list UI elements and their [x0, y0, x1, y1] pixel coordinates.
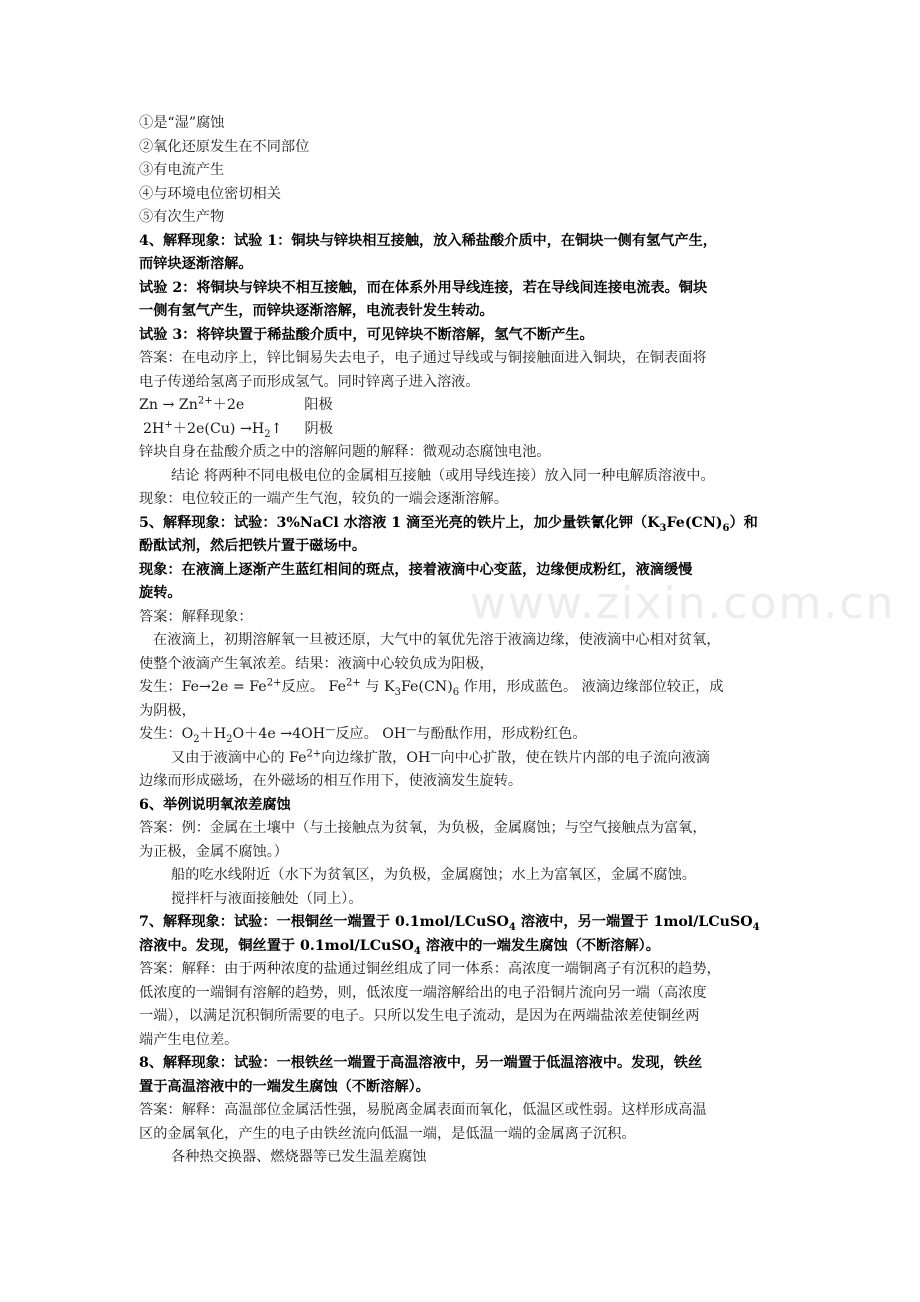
answer-7-line1: 答案：解释：由于两种浓度的盐通过铜丝组成了同一体系：高浓度一端铜离子有沉积的趋势，: [139, 961, 721, 977]
question-6: 6、举例说明氧浓差腐蚀: [139, 796, 291, 813]
fe3-a: 又由于液滴中心的 Fe: [171, 749, 307, 766]
question-4-exp3: 试验 3：将锌块置于稀盐酸介质中，可见锌块不断溶解，氢气不断产生。: [139, 326, 594, 343]
fe1-sup1: 2+: [266, 677, 282, 689]
zinc-explanation: 锌块自身在盐酸介质之中的溶解问题的解释：微观动态腐蚀电池。: [139, 444, 551, 460]
feature-1: ①是“湿”腐蚀: [139, 115, 225, 131]
fe1-c: 与 K: [360, 679, 395, 695]
answer-7-line4: 端产生电位差。: [139, 1031, 239, 1048]
q5-sub1: 3: [659, 522, 667, 534]
eq1-left: Zn → Zn: [139, 397, 198, 413]
eq1-role: 阳极: [304, 397, 333, 413]
fe-reaction-1: [139, 676, 799, 700]
fe2-sup2: —: [406, 724, 417, 736]
fe-reaction-4: 边缘而形成磁场，在外磁场的相互作用下，使液滴发生旋转。: [139, 773, 523, 789]
fe3-sup2: —: [430, 747, 441, 759]
q7b-b: 溶液中的一端发生腐蚀（不断溶解）。: [420, 937, 660, 954]
answer-5-line2: 使整个液滴产生氧浓差。结果：液滴中心较负成为阳极，: [139, 655, 494, 672]
eq2-arrow: ↑: [270, 420, 283, 437]
q5-text-a: 5、解释现象：试验：3%NaCl 水溶液 1 滴至光亮的铁片上，加少量铁氰化钾（K: [139, 514, 660, 531]
question-4-exp2-line2: 一侧有氢气产生，而锌块逐渐溶解，电流表针发生转动。: [139, 303, 494, 319]
question-7-line2: [139, 935, 799, 959]
fe1-e: 作用，形成蓝色。 液滴边缘部位较正，成: [459, 679, 724, 695]
answer-4-line2: 电子传递给氢离子而形成氢气。同时锌离子进入溶液。: [139, 373, 480, 390]
cathode-line: 为阴极，: [139, 702, 196, 719]
answer-4-line1: 答案：在电动序上，锌比铜易失去电子，电子通过导线或与铜接触面进入铜块，在铜表面将: [139, 350, 707, 366]
answer-6-line1: 答案：例：金属在土壤中（与土接触点为贫氧，为负极，金属腐蚀；与空气接触点为富氧，: [139, 820, 707, 836]
fe2-c: O＋4e →4OH: [232, 726, 326, 742]
eq2-sup: +: [164, 418, 173, 430]
question-7-line1: [139, 911, 799, 935]
question-5-line2: 酚酞试剂，然后把铁片置于磁场中。: [139, 538, 367, 554]
eq2-mid: ＋2e(Cu) →H: [172, 420, 265, 437]
answer-5-head: 答案：解释现象：: [139, 608, 253, 625]
q5-text-c: ）和: [729, 514, 758, 531]
question-4-line1: 4、解释现象：试验 1：铜块与锌块相互接触，放入稀盐酸介质中，在铜块一侧有氢气产生，: [139, 232, 717, 249]
fe-reaction-2: [139, 723, 799, 747]
q5-text-b: Fe(CN): [666, 514, 723, 531]
q7b-a: 溶液中。发现，铜丝置于 0.1mol/LCuSO: [139, 937, 414, 954]
fe1-a: 发生：Fe→2e = Fe: [139, 679, 267, 695]
fe2-sub2: 2: [226, 733, 233, 745]
q7b-sub1: 4: [413, 945, 421, 957]
fe1-d: Fe(CN): [400, 679, 453, 695]
equation-cathode: [139, 418, 799, 442]
fe1-sub1: 3: [394, 686, 401, 698]
feature-5: ⑤有次生产物: [139, 209, 225, 225]
fe2-sup1: —: [325, 724, 336, 736]
feature-3: ③有电流产生: [139, 162, 225, 178]
question-4-exp2-line1: 试验 2：将铜块与锌块不相互接触，而在体系外用导线连接，若在导线间连接电流表。铜块: [139, 279, 708, 296]
fe2-sub1: 2: [193, 733, 200, 745]
question-8-line2: 置于高温溶液中的一端发生腐蚀（不断溶解）。: [139, 1078, 430, 1095]
answer-6-line2: 为正极，金属不腐蚀。）: [139, 843, 288, 860]
q7a-a: 7、解释现象：试验：一根铜丝一端置于 0.1mol/LCuSO: [139, 914, 509, 930]
fe1-b: 反应。 Fe: [281, 679, 347, 695]
feature-2: ②氧化还原发生在不同部位: [139, 138, 310, 155]
eq2-left: 2H: [143, 420, 165, 437]
fe3-sup1: 2+: [306, 747, 322, 759]
fe1-sup2: 2+: [346, 677, 361, 689]
question-4-line2: 而锌块逐渐溶解。: [139, 256, 253, 272]
document-body: [139, 112, 799, 1170]
eq1-right: ＋2e: [212, 397, 245, 413]
fe1-sub2: 6: [452, 686, 460, 698]
q5-sub2: 6: [722, 522, 730, 534]
equation-anode: [139, 394, 799, 418]
eq2-role: 阴极: [304, 420, 333, 437]
question-5-phenomenon-1: 现象：在液滴上逐渐产生蓝红相间的斑点，接着液滴中心变蓝，边缘便成粉红，液滴缓慢: [139, 561, 693, 578]
answer-5-line1: 在液滴上，初期溶解氧一旦被还原，大气中的氧优先溶于液滴边缘，使液滴中心相对贫氧，: [153, 632, 721, 648]
fe3-c: 向中心扩散，使在铁片内部的电子流向液滴: [440, 749, 710, 766]
eq1-sup: 2+: [197, 395, 213, 407]
answer-6-ship: 船的吃水线附近（水下为贫氧区，为负极，金属腐蚀；水上为富氧区，金属不腐蚀。: [171, 867, 696, 883]
answer-7-line3: 一端），以满足沉积铜所需要的电子。只所以发生电子流动，是因为在两端盐浓差使铜丝两: [139, 1008, 700, 1024]
watermark: www.zixin.com.cn: [470, 578, 896, 629]
question-5-phenomenon-2: 旋转。: [139, 585, 182, 601]
answer-8-line2: 区的金属氧化，产生的电子由铁丝流向低温一端，是低温一端的金属离子沉积。: [139, 1125, 636, 1142]
question-5-line1: [139, 512, 799, 536]
q7a-sub2: 4: [752, 921, 760, 933]
answer-8-line3: 各种热交换器、燃烧器等已发生温差腐蚀: [171, 1149, 427, 1165]
fe2-e: 与酚酞作用，形成粉红色。: [416, 726, 587, 742]
answer-7-line2: 低浓度的一端铜有溶解的趋势，则，低浓度一端溶解给出的电子沿铜片流向另一端（高浓度: [139, 984, 707, 1001]
fe2-a: 发生：O: [139, 726, 194, 742]
fe2-b: ＋H: [199, 726, 227, 742]
phenomenon: 现象：电位较正的一端产生气泡，较负的一端会逐渐溶解。: [139, 491, 508, 507]
answer-8-line1: 答案：解释：高温部位金属活性强，易脱离金属表面而氧化，低温区或性弱。这样形成高温: [139, 1102, 707, 1118]
conclusion: 结论 将两种不同电极电位的金属相互接触（或用导线连接）放入同一种电解质溶液中。: [171, 467, 715, 484]
question-8-line1: 8、解释现象：试验：一根铁丝一端置于高温溶液中，另一端置于低温溶液中。发现，铁丝: [139, 1055, 703, 1071]
q7a-b: 溶液中，另一端置于 1mol/LCuSO: [515, 914, 753, 930]
fe3-b: 向边缘扩散，OH: [321, 749, 431, 766]
feature-4: ④与环境电位密切相关: [139, 185, 281, 202]
q7a-sub1: 4: [508, 921, 516, 933]
fe-reaction-3: [139, 747, 799, 771]
eq2-sub: 2: [264, 428, 271, 440]
answer-6-stirrer: 搅拌杆与液面接触处（同上）。: [171, 890, 363, 907]
fe2-d: 反应。 OH: [335, 726, 407, 742]
